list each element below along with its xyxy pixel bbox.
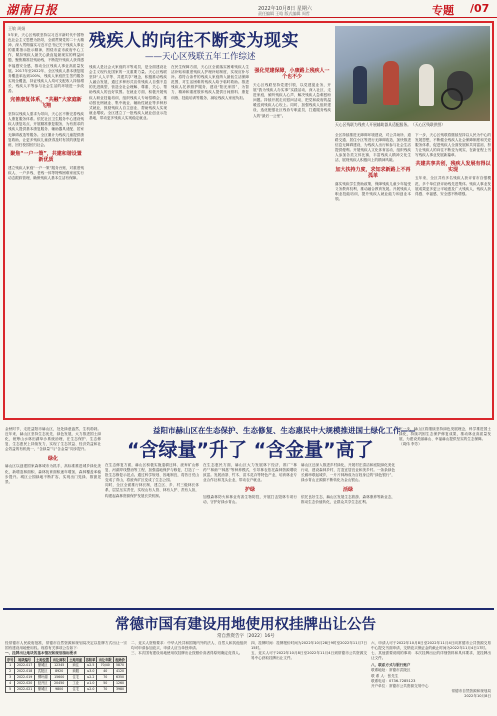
greening-article [3, 423, 494, 607]
feature-photo [335, 26, 490, 121]
greening-column-5-text: 下一步，赫山区将继续坚持绿色发展理念，科学推进国土绿化，持续巩固生态保护修复成果，推动林业高质量发展，为建设美丽赫山、幸福赫山提供坚实的生态保障。 [399, 427, 491, 442]
greening-column-1-text-2: 赫山区以创建国家森林城市为抓手，高标准推进城乡绿化美化，新增造林面积、森林抚育面积逐年增加，森林覆盖率稳步提升。城区公园绿地不断扩容，实现出门见绿、推窗见景。 [5, 464, 101, 484]
greening-column-3 [203, 463, 297, 605]
table-cell: 柳叶湖 [34, 674, 51, 680]
notice-issuer: 常自然资告字〔2022〕16号 [217, 634, 275, 639]
greening-column-4 [301, 463, 395, 605]
sidebar-column [8, 26, 84, 416]
contact-line: 联系电话：0736-7285123 [371, 678, 416, 683]
table-row [6, 686, 127, 692]
masthead [0, 0, 497, 18]
notice-column-3-text-2: 五、竞买人可于2022年10月8日至2022年11月4日到常德市公共资源交易中心获取挂牌出让文件。 [251, 651, 367, 661]
greening-section-label: 绿化 [47, 456, 58, 463]
greening-section-label: 护绿 [244, 487, 255, 494]
notice-column-3 [251, 641, 367, 715]
notice-signoff: 常德市自然资源和规划局 [451, 688, 491, 693]
sidebar-subheading-1: 完善康复体系，“共融”大家庭新飞翔 [10, 97, 82, 110]
notice-column-2-text: 二、竞买人资格要求：中华人民共和国境内外的法人、自然人和其他组织均可申请参加竞买，申请人应当单独申请。 [131, 641, 247, 651]
table-header-cell: 容积率 [85, 657, 96, 662]
photo-caption: 天心区残联为残疾人开展辅助器具适配服务。（天心区残联供图） [335, 122, 446, 127]
notice-column-4-text: 六、申请人可于2022年10月8日至2022年11月4日向常德市公共资源交易中心提交书面申请，交纳竞买保证金的截止时间为2022年11月4日17时。 [371, 641, 491, 651]
table-header-cell: 出让年限 [98, 657, 112, 662]
sidebar-byline: 王敏 周娟 [8, 26, 26, 31]
table-cell: 70 [97, 686, 114, 692]
table-header-cell: 序号 [7, 657, 14, 662]
notice-column-2 [131, 641, 247, 715]
table-header-cell: 土地位置 [36, 657, 49, 662]
edition-label: 专题 [432, 4, 454, 17]
wheelchair-wheel-icon [441, 88, 463, 110]
page-number: /07 [470, 2, 490, 15]
feature-column-2-text: 在民生保障方面，天心区全面落实困难残疾人生活补贴和重度残疾人护理补贴制度，实现应补尽补。将符合条件的残疾人家庭纳入最低生活保障范围，对生活困难的残疾人给予临时救助。推进残疾人托养照护服务，建设“阳光家园”，为智力、精神和重度肢体残疾人提供日间照料、康复训练、技能培训等服务，减轻残疾人家庭负担。 [171, 65, 249, 100]
table-cell: 2022-020 [15, 680, 34, 686]
table-cell: 2 [6, 669, 15, 675]
table-cell: 12345 [51, 663, 68, 669]
table-cell: 2022-019 [15, 674, 34, 680]
feature-column-3-subheading: 强化党建保障，小康路上残疾人一个也不少 [254, 68, 330, 80]
table-header-cell: 出让面积 [52, 657, 66, 662]
feature-column-4-subheading: 加大扶持力度，求知求新路上不再孤单 [335, 166, 411, 179]
newspaper-logo: 湖南日报 [6, 3, 59, 17]
sidebar-text: 5年来，天心区残联坚持以习近平新时代中国特色社会主义思想为指导，全面贯彻党的二十大精神，深入贯彻落实习近平总书记关于残疾人事业的重要指示批示精神，围绕市委市政府中心工作，紧扣残疾人最关心最直接最现实的利益问题，聚焦精准扶残助残，不断提升残疾人获得感幸福感安全感，推动全区残疾人事业高质量发展。2017年至2022年，全区残疾人基本康复服务覆盖率达到100%，残疾人家庭医生签约服务实现全覆盖，持证残疾人人均可支配收入持续增长，残疾人平等参与社会生活的环境进一步改善。 [8, 33, 84, 94]
table-cell: 2022-018 [15, 669, 34, 675]
table-cell: 商住 [67, 663, 84, 669]
feature-column-5-subheading: 共建共享共创，残疾人发展有得以实现 [415, 161, 491, 174]
person-figure [383, 61, 399, 105]
table-cell: 4 [6, 680, 15, 686]
greening-column-3-text: 在生态惠民方面，赫山区大力发展林下经济，推广“林药”“林菌”“林禽”等种养模式，引导林农依托森林资源增收致富。发展油茶、竹木、苗木花卉等特色产业，培育林业专业合作社和龙头企业，带动农户就业。 [203, 463, 297, 483]
feature-column-5 [415, 133, 491, 415]
feature-column-1-text: 残疾人是社会大家庭的平等成员，是全面建设社会主义现代化国家的一支重要力量。天心区残联坚持“人人平等、共建共享”理念，积极推动残疾人融合发展，通过多种形式宣传残疾人自强不息的先进典型，营造全社会理解、尊重、关心、帮助残疾人的良好氛围。在就业方面，积极开展残疾人职业技能培训，组织残疾人专场招聘会，推动按比例就业、集中就业、辅助性就业等多种形式就业，鼓励残疾人自主创业，帮助残疾人实现就业增收。全区建立了一批残疾人就业创业示范基地，带动更多残疾人实现稳定就业。 [89, 65, 167, 120]
table-header-cell: 土地用途 [69, 657, 83, 662]
greening-headline: “含绿量”升了 “含金量”高了 [127, 439, 374, 461]
greening-column-2-text-2: 同时，全区全面推行林长制，建立区、乡、村三级林长体系，层层压实责任，实现山有人管、林有人护、责有人担，构建起森林资源保护发展长效机制。 [105, 483, 199, 498]
table-cell: 50 [97, 680, 114, 686]
table-cell: 武陵区 [34, 669, 51, 675]
table-cell: 2022-017 [15, 663, 34, 669]
sidebar-text-3: 建立残疾人家庭“一户一策”服务台账，对重度残疾人、一户多残、老残一体等特殊困难家庭实行动态跟踪管理，确保残疾人基本生活有保障。 [8, 165, 84, 180]
table-cell: 3 [6, 674, 15, 680]
person-figure [353, 66, 367, 104]
table-cell: 住宅 [67, 674, 84, 680]
feature-column-4-text-2: 落实残疾学生资助政策，保障残疾儿童少年接受义务教育权利，推动融合教育发展。开展残疾人职业技能培训，提升残疾人就业能力和创业本领。 [335, 181, 411, 201]
greening-column-4-text: 赫山区还深入推进乡村绿化，开展村庄清洁和庭院绿化美化行动，建设森林乡村，打造宜居宜业和美乡村。一条条绿色长廊串联起城乡，一片片林海成为百姓身边的“绿色银行”，绿水青山正源源不断转化为金山银山。 [301, 463, 395, 483]
table-cell: 70/40 [97, 663, 114, 669]
notice-column-4 [371, 641, 491, 715]
contact-line: 联 系 人：张先生 [371, 673, 399, 678]
table-cell: 20450 [51, 680, 68, 686]
sidebar-text-2: 坚持以残疾人需求为导向，天心区不断完善残疾人康复服务体系。依托社区卫生服务中心建设残疾人康复站点，开展精准康复服务，为有需求的残疾人提供基本康复服务、辅助器具适配、居家无障碍改造等服务。全区累计为残疾儿童提供康复救助，让更多残疾儿童获得及时有效的康复训练，回归校园回归社会。 [8, 112, 84, 147]
table-cell: 鼎城区 [34, 686, 51, 692]
notice-column-3-text: 四、挂牌时间：挂牌报价时间为2022年10月28日9时至2022年11月7日15时。 [251, 641, 367, 651]
greening-column-4-text-2: 依托良好生态，赫山区发展生态旅游、森林康养等新业态，推动生态价值转化，让群众共享生态红利。 [301, 495, 395, 505]
table-cell: 40 [97, 669, 114, 675]
table-header-cell: 地块编号 [15, 657, 34, 663]
table-cell: 1 [6, 663, 15, 669]
feature-column-3 [253, 65, 331, 415]
table-cell: 6350 [114, 674, 127, 680]
table-header-cell: 起始价 [115, 657, 125, 662]
parcel-table [5, 656, 127, 692]
table-cell: 9800 [51, 686, 68, 692]
notice-item-1: 一、挂牌出让地块的基本情况和规划指标要求 [5, 651, 77, 656]
contact-line: 联系地址：常德市武陵区 [371, 668, 411, 673]
table-cell: 商服 [67, 669, 84, 675]
section-divider [3, 608, 494, 610]
table-cell: ≤2.0 [84, 686, 97, 692]
greening-column-5 [399, 427, 491, 605]
greening-column-2 [105, 463, 199, 605]
contact-heading: 八、联系方式与银行账户 [371, 663, 411, 668]
table-cell: ≤2.2 [84, 674, 97, 680]
table-cell: 3980 [114, 686, 127, 692]
feature-article [3, 21, 494, 420]
notice-intro: 经常德市人民政府批准，常德市自然资源和规划局决定以挂牌方式出让一宗国有建设用地使用权。现将有关事项公告如下： [5, 641, 127, 651]
greening-kicker: 益阳市赫山区在生态保护、生态修复、生态惠民中大规模推进国土绿化工作—— [153, 426, 416, 435]
person-figure [419, 64, 434, 106]
greening-column-3-text-2: 加强森林防火和林业有害生物防控，开展打击毁林专项行动，守护好绿水青山。 [203, 495, 297, 505]
table-cell: 15600 [51, 674, 68, 680]
table-cell: 8920 [51, 669, 68, 675]
table-cell: ≥1.0 [84, 680, 97, 686]
editor-credit: 责任编辑 王晗 版式编辑 周哲 [258, 11, 310, 16]
table-cell: 2022-021 [15, 686, 34, 692]
greening-column-5-text-2: （周伟 李芳） [399, 442, 422, 447]
sidebar-subheading-2: 聚焦“一户一策”，共建和谐设置新优质 [10, 150, 82, 163]
table-cell: ≤2.5 [84, 663, 97, 669]
greening-column-1 [5, 427, 101, 605]
feature-column-5-text-2: 五年来，全区共有多名残疾人获评省市自强模范，多个单位获评助残先进集体。残疾人事业发展成果更多更公平地惠及广大残疾人，残疾人获得感、幸福感、安全感不断增强。 [415, 176, 491, 196]
table-cell: ≤3.0 [84, 669, 97, 675]
table-cell: 工业 [67, 680, 84, 686]
table-cell: 5 [6, 686, 15, 692]
notice-column-2-text-2: 三、本次国有建设用地使用权挂牌出让按照价高者得原则确定竞得人。 [131, 651, 243, 656]
feature-subhead: ——天心区残联五年工作综述 [145, 52, 256, 62]
table-cell: 5870 [114, 663, 127, 669]
table-cell: 4120 [114, 669, 127, 675]
feature-column-3-text: 天心区残联坚持党建引领，以党建促业务，开展“我为残疾人办实事”实践活动，深入社区、走进家庭，倾听残疾人心声，解决残疾人急难愁盼问题。持续开展走访慰问活动，把党和政府的温暖送到残疾人心坎上。同时，加强残疾人组织建设，选优配强社区残协专职委员，打通服务残疾人的“最后一公里”。 [253, 83, 331, 118]
greening-column-2-text: 在生态修复方面，赫山区积极实施退耕还林、废弃矿山修复、河湖岸线整治等工程，加强湿地保护与修复，打造了一批生态修复示范点。通过科学规划、因地制宜，将昔日荒山变成了青山，将废弃矿区变成了生态公园。 [105, 463, 199, 483]
feature-column-4-text: 全区持续推进无障碍环境建设，对公共场所、道路交通、居住小区等进行无障碍改造，加快推进信息无障碍建设，为残疾人出行和参与社会生活提供便利。开展残疾人文化体育活动，组织残疾人参加各类文体比赛，丰富残疾人精神文化生活，展现残疾人积极向上的精神风貌。 [335, 133, 411, 163]
table-cell: 70 [97, 674, 114, 680]
greening-column-1-text: 金秋时节，走进益阳市赫山区，处处绿意盎然，生机勃勃。近年来，赫山区坚持生态优先、绿色发展，大力推进国土绿化，统筹山水林田湖草沙系统治理，在生态保护、生态修复、生态惠民上持续发力，实现了生态效益、经济效益和社会效益的有机统一，“含绿量”与“含金量”同步提升。 [5, 427, 101, 452]
table-cell: 经开区 [34, 680, 51, 686]
feature-column-2 [171, 65, 249, 415]
table-cell: 1260 [114, 680, 127, 686]
table-cell: 鼎城区 [34, 663, 51, 669]
notice-column-4-text-2: 七、其他需要说明的事项：本次挂牌出让的详细资料和具体要求，见挂牌出让文件。 [371, 651, 491, 661]
land-auction-notice [3, 611, 494, 716]
contact-line: 开户单位：常德市公共资源交易中心 [371, 683, 429, 688]
feature-column-1 [89, 65, 167, 415]
greening-section-label: 活绿 [342, 487, 353, 494]
feature-column-5-text: 下一步，天心区残联将继续坚持以人民为中心的发展思想，不断健全残疾人社会保障制度和关爱服务体系，促进残疾人全面发展和共同富裕，努力让残疾人的向往不断变为现实，在新征程上书写残疾人事业发展新篇章。 [415, 133, 491, 158]
notice-date: 2022年10月8日 [464, 693, 491, 698]
table-cell: 住宅 [67, 686, 84, 692]
feature-headline: 残疾人的向往不断变为现实 [89, 31, 299, 51]
notice-headline: 常德市国有建设用地使用权挂牌出让公告 [115, 617, 376, 633]
feature-column-4 [335, 133, 411, 415]
notice-column-1 [5, 641, 127, 715]
dateline: 2022年10月8日 星期六 [258, 6, 312, 12]
